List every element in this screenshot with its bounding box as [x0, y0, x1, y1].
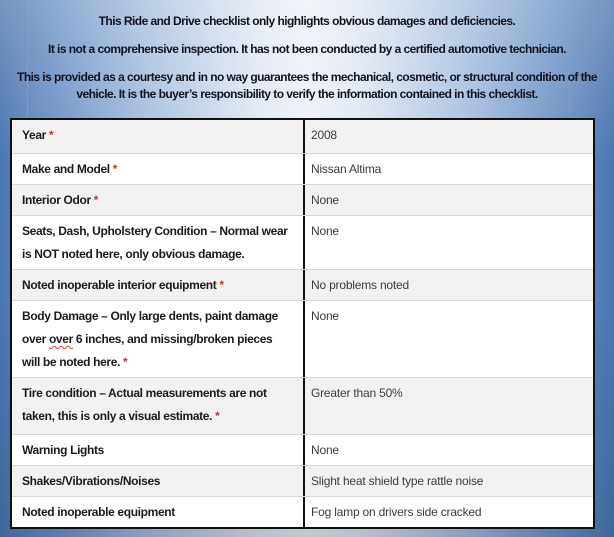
row-label: Body Damage – Only large dents, paint damage over over 6 inches, and missing/broken pieces will be noted here. * — [12, 301, 305, 377]
row-value: None — [311, 224, 339, 238]
required-asterisk: * — [123, 355, 128, 369]
disclaimer-paragraph-2: It is not a comprehensive inspection. It has not been conducted by a certified automotive technician. — [48, 42, 566, 56]
required-asterisk: * — [48, 128, 54, 142]
row-value: No problems noted — [311, 278, 409, 292]
table-row — [12, 153, 593, 184]
row-value: 2008 — [311, 128, 337, 142]
required-asterisk: * — [219, 278, 224, 292]
table-row — [12, 434, 593, 465]
row-value: None — [311, 193, 339, 207]
row-label: Make and Model * — [12, 154, 305, 184]
table-row — [12, 269, 593, 300]
row-label: Warning Lights — [12, 435, 305, 465]
row-label: Noted inoperable equipment — [12, 497, 305, 527]
row-value: Greater than 50% — [311, 386, 403, 400]
table-row — [12, 215, 593, 269]
required-asterisk: * — [215, 409, 220, 423]
required-asterisk: * — [112, 162, 118, 176]
table-row — [12, 496, 593, 527]
row-label: Interior Odor * — [12, 185, 305, 215]
disclaimer-paragraph-1: This Ride and Drive checklist only highlights obvious damages and deficiencies. — [98, 14, 516, 28]
checklist-table — [10, 118, 595, 529]
required-asterisk: * — [93, 193, 99, 207]
table-row — [12, 120, 593, 153]
row-value: Nissan Altima — [311, 162, 382, 176]
row-value: None — [311, 309, 339, 323]
row-value: Fog lamp on drivers side cracked — [311, 505, 482, 519]
table-row — [12, 377, 593, 434]
row-label: Shakes/Vibrations/Noises — [12, 466, 305, 496]
table-row — [12, 300, 593, 377]
row-label: Noted inoperable interior equipment * — [12, 270, 305, 300]
table-row — [12, 184, 593, 215]
row-label: Tire condition – Actual measurements are not taken, this is only a visual estimate. * — [12, 378, 305, 434]
row-value: Slight heat shield type rattle noise — [311, 474, 484, 488]
row-value: None — [311, 443, 339, 457]
misspelled-word: over — [48, 332, 73, 346]
disclaimer-section — [15, 0, 599, 114]
disclaimer-paragraph-3: This is provided as a courtesy and in no way guarantees the mechanical, cosmetic, or structural condition of the vehicle. It is the buyer’s responsibility to verify the information contained in this checklist. — [17, 70, 597, 101]
row-label: Year * — [12, 120, 305, 153]
table-row — [12, 465, 593, 496]
row-label: Seats, Dash, Upholstery Condition – Normal wear is NOT noted here, only obvious damage. — [12, 216, 305, 269]
